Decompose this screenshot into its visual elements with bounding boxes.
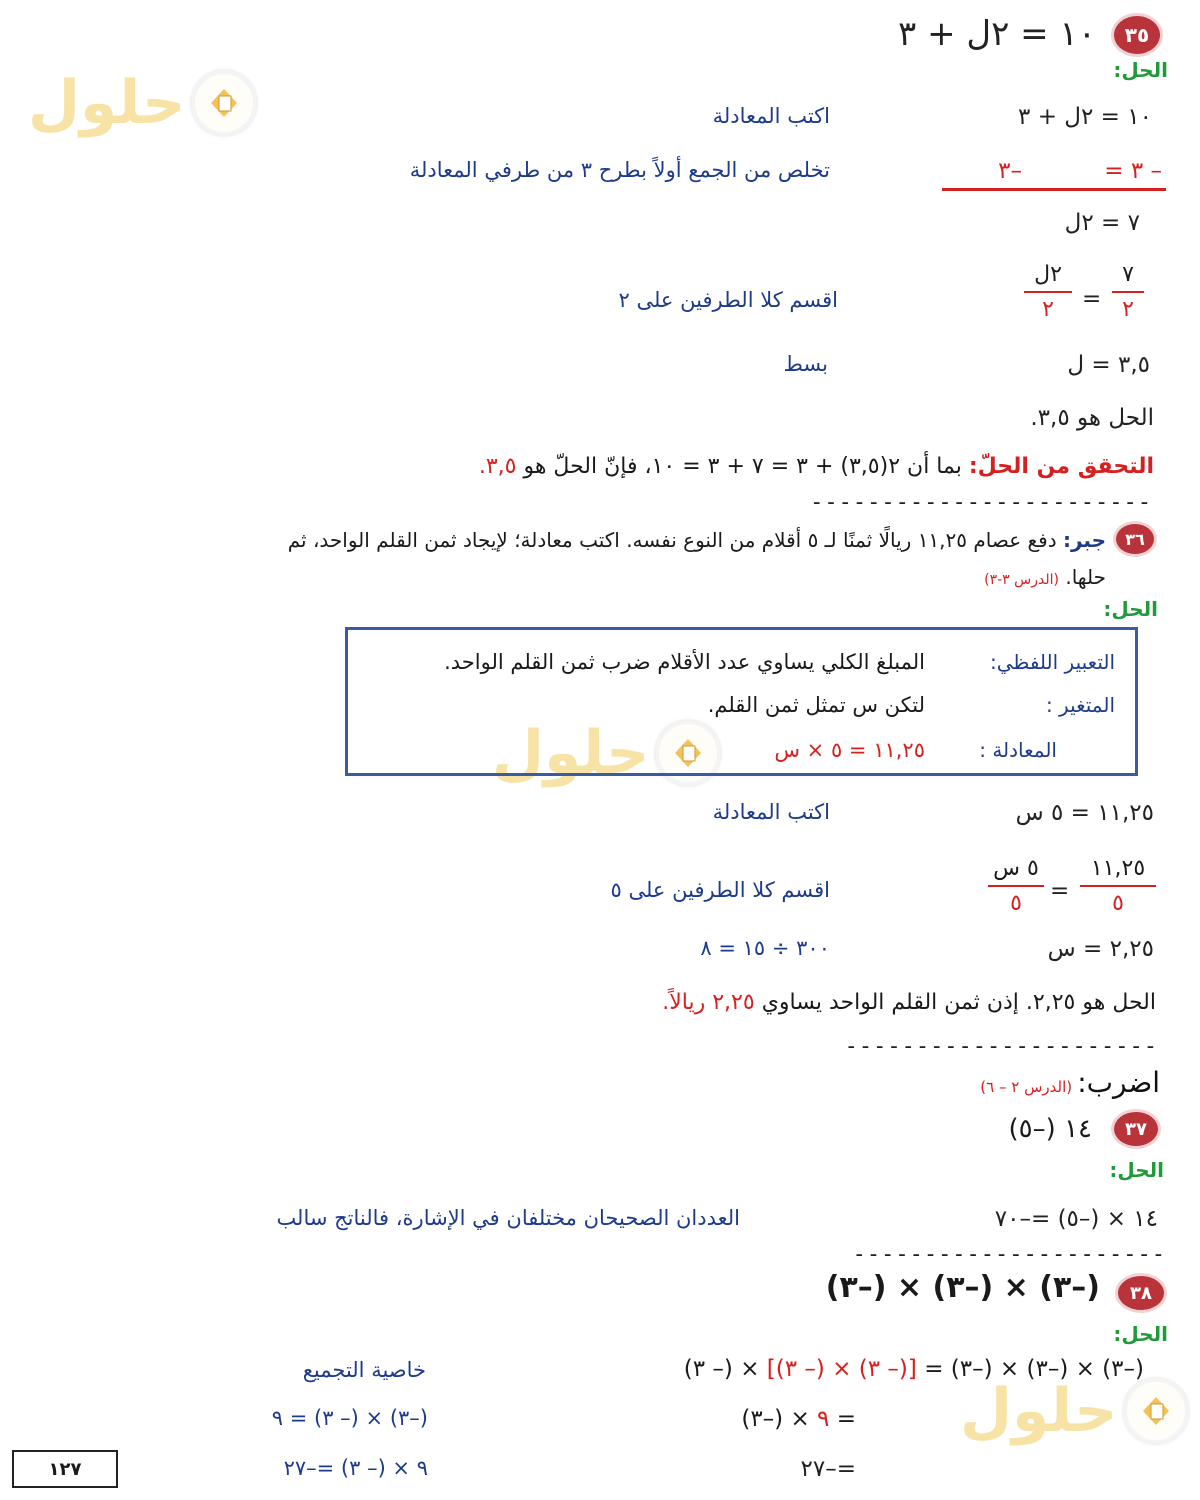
verbal-value: المبلغ الكلي يساوي عدد الأقلام ضرب ثمن القلم الواحد. <box>444 650 925 674</box>
q38-solution-label: الحل: <box>1113 1322 1168 1346</box>
q36-step1-note: اكتب المعادلة <box>712 800 830 824</box>
q36-answer-text: الحل هو ٢,٢٥. إذن ثمن القلم الواحد يساوي <box>761 990 1156 1015</box>
q36-step1-equation: ١١,٢٥ = ٥ س <box>1015 800 1154 826</box>
q38-line1-note: خاصية التجميع <box>302 1358 426 1382</box>
watermark-text: حلول <box>492 718 650 788</box>
q35-step2-right: –٣ <box>998 158 1022 184</box>
q36-text-line1: دفع عصام ١١,٢٥ ريالًا ثمنًا لـ ٥ أقلام من النوع نفسه. اكتب معادلة؛ لإيجاد ثمن القلم الواحد، ثم <box>287 528 1057 552</box>
q35-check-value: ٣,٥. <box>478 454 517 479</box>
equation-value: ١١,٢٥ = ٥ × س <box>774 738 925 762</box>
q38-line2-prefix: = <box>836 1406 856 1432</box>
q37-step-equation: ١٤ × (–٥) =–٧٠ <box>994 1206 1158 1232</box>
q35-step1-note: اكتب المعادلة <box>712 104 830 128</box>
fraction-bar <box>1112 291 1144 293</box>
equation-label: المعادلة : <box>979 738 1057 762</box>
verbal-label: التعبير اللفظي: <box>990 650 1115 674</box>
q38-line1-left: (–٣) × (–٣) × (–٣) = <box>924 1356 1144 1382</box>
q38-line3: =–٢٧ <box>800 1456 856 1482</box>
q36-fraction-left <box>1080 856 1156 916</box>
watermark-logo <box>28 68 257 138</box>
q36-info-box <box>345 627 1138 776</box>
document-icon <box>1123 1378 1189 1444</box>
q37-expression: ١٤ (–٥) <box>1008 1114 1092 1144</box>
q38-line2-rest: × (–٣) <box>741 1406 810 1432</box>
q35-step2-note: تخلص من الجمع أولاً بطرح ٣ من طرفي المعادلة <box>409 158 830 182</box>
q36-answer-line <box>662 990 1156 1015</box>
q35-check-text: بما أن ٢(٣,٥) + ٣ = ٧ + ٣ = ١٠، فإنّ الحلّ هو <box>523 454 962 479</box>
q35-check-label: التحقق من الحلّ: <box>968 454 1154 479</box>
q36-solution-label: الحل: <box>1103 597 1158 621</box>
fraction-bar <box>988 885 1044 887</box>
watermark-text: حلول <box>960 1376 1118 1446</box>
q35-frac-left-denominator: ٢ <box>1122 297 1134 322</box>
q35-fraction-left <box>1112 262 1144 322</box>
q35-fraction-right <box>1024 262 1072 322</box>
q36-answer-value: ٢,٢٥ ريالاً. <box>662 990 755 1015</box>
q36-question-line1 <box>288 528 1106 552</box>
q35-check-line <box>479 454 1154 479</box>
q37-step-note: العددان الصحيحان مختلفان في الإشارة، فالناتج سالب <box>276 1206 740 1230</box>
q38-line2 <box>741 1406 856 1432</box>
q36-question-line2 <box>984 565 1106 589</box>
q35-solution-label: الحل: <box>1113 58 1168 82</box>
question-38-badge: ٣٨ <box>1118 1276 1164 1310</box>
fraction-bar <box>1080 885 1156 887</box>
variable-value: لتكن س تمثل ثمن القلم. <box>707 693 925 717</box>
question-36-badge: ٣٦ <box>1116 524 1154 554</box>
q36-title: جبر: <box>1062 528 1106 552</box>
document-icon <box>191 70 257 136</box>
q36-frac-right-denominator: ٥ <box>1010 891 1022 916</box>
q36-fraction-equals: = <box>1050 878 1070 904</box>
divider: ---------------------- <box>852 1242 1166 1267</box>
q35-frac-left-numerator: ٧ <box>1122 262 1134 287</box>
q38-line1 <box>684 1356 1144 1382</box>
q35-answer: الحل هو ٣,٥. <box>1030 405 1154 431</box>
q36-text-line2: حلها. <box>1065 565 1106 589</box>
q36-step2-note: اقسم كلا الطرفين على ٥ <box>610 878 830 902</box>
q36-fraction-right <box>988 856 1044 916</box>
multiply-lesson-ref: (الدرس ٢ – ٦) <box>980 1078 1073 1096</box>
q35-fraction-equals: = <box>1082 286 1102 312</box>
multiply-title: اضرب: <box>1077 1066 1160 1099</box>
divider: ---------------------- <box>844 1034 1158 1059</box>
q38-line3-note: ٩ × (– ٣) =–٢٧ <box>283 1456 428 1480</box>
q36-frac-left-numerator: ١١,٢٥ <box>1090 856 1146 881</box>
q35-frac-right-denominator: ٢ <box>1042 297 1054 322</box>
q36-step3-note: ٣٠٠ ÷ ١٥ = ٨ <box>700 936 830 960</box>
q35-step5-note: بسط <box>783 352 828 376</box>
q36-step3-equation: ٢,٢٥ = س <box>1047 936 1154 962</box>
q35-step4-note: اقسم كلا الطرفين على ٢ <box>618 288 838 312</box>
q35-step2-underline <box>942 188 1166 191</box>
watermark-logo <box>960 1376 1189 1446</box>
variable-label: المتغير : <box>1045 693 1115 717</box>
q38-expression: (–٣) × (–٣) × (–٣) <box>825 1270 1100 1305</box>
q37-solution-label: الحل: <box>1109 1158 1164 1182</box>
q35-step1-equation: ١٠ = ٢ل + ٣ <box>1018 104 1152 130</box>
q35-frac-right-numerator: ٢ل <box>1034 262 1062 287</box>
q35-step2-left: – ٣ = <box>1104 158 1162 184</box>
fraction-bar <box>1024 291 1072 293</box>
q35-step5-equation: ٣,٥ = ل <box>1067 352 1150 378</box>
question-35-badge: ٣٥ <box>1114 16 1160 54</box>
divider: ------------------------ <box>810 490 1152 515</box>
multiply-section-header <box>980 1066 1160 1099</box>
q38-line1-bracket: [(– ٣) × (– ٣)] <box>766 1356 917 1382</box>
q36-frac-left-denominator: ٥ <box>1112 891 1124 916</box>
q35-heading-equation: ١٠ = ٢ل + ٣ <box>898 14 1096 54</box>
q38-line1-right: × (– ٣) <box>683 1356 760 1382</box>
question-37-badge: ٣٧ <box>1114 1112 1158 1146</box>
q38-line2-note: (–٣) × (– ٣) = ٩ <box>271 1406 428 1430</box>
watermark-text: حلول <box>28 68 186 138</box>
q38-line2-value: ٩ <box>817 1406 830 1432</box>
q36-lesson-ref: (الدرس ٣-٣) <box>984 572 1059 588</box>
q35-step3-equation: ٧ = ٢ل <box>1064 210 1140 236</box>
page-number: ١٢٧ <box>12 1450 118 1488</box>
q36-frac-right-numerator: ٥ س <box>993 856 1039 881</box>
